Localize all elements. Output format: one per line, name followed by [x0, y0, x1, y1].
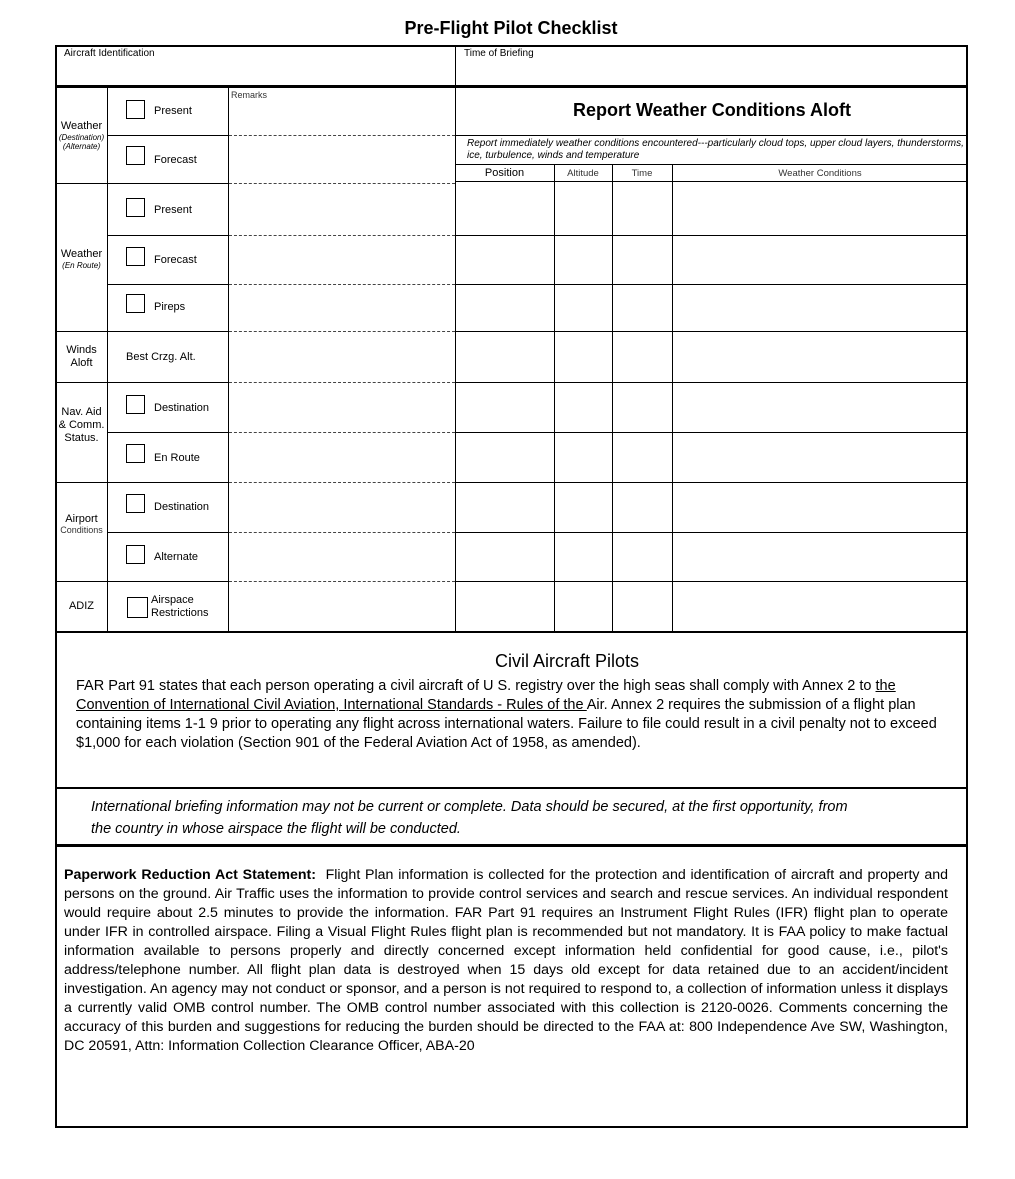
civil-aircraft-text: FAR Part 91 states that each person operating a civil aircraft of U S. registry over the high seas shall comply with Annex 2 to the Convention of International Civil Aviation, International Standards - Rules of the Air. Annex 2 requires the submission of a flight plan containing items 1-1 9 prior to operating any flight across international waters. Failure to file could result in a civil penalty not to exceed $1,000 for each violation (Section 901 of the Federal Aviation Act of 1958, as amended).	[76, 678, 937, 751]
best-cruising-altitude-label: Best Crzg. Alt.	[126, 351, 196, 363]
airport-alternate-label: Alternate	[154, 551, 199, 563]
enroute-forecast-label: Forecast	[154, 254, 197, 266]
time-of-briefing-field[interactable]: Time of Briefing	[464, 48, 534, 59]
paperwork-heading: Paperwork Reduction Act Statement:	[64, 867, 316, 883]
nav-destination-checkbox[interactable]	[126, 395, 145, 414]
international-text: International briefing information may not be current or complete. Data should be secured, at the first opportunity, from the country in whose airspace the flight will be conducted.	[91, 799, 848, 837]
adiz-label: ADIZ	[68, 600, 95, 612]
winds-aloft-label: Winds Aloft	[66, 344, 97, 369]
page-title: Pre-Flight Pilot Checklist	[404, 18, 618, 38]
nav-aid-label: Nav. Aid & Comm. Status.	[58, 406, 105, 444]
nav-enroute-label: En Route	[154, 452, 200, 464]
aircraft-identification-field[interactable]: Aircraft Identification	[64, 48, 155, 59]
enroute-present-label: Present	[154, 204, 192, 216]
pireps-label: Pireps	[154, 301, 186, 313]
remarks-label: Remarks	[231, 90, 268, 100]
altitude-column-header: Altitude	[567, 168, 599, 179]
present-checkbox[interactable]	[126, 100, 145, 119]
enroute-forecast-checkbox[interactable]	[126, 247, 145, 266]
report-weather-heading: Report Weather Conditions Aloft	[573, 100, 851, 120]
time-column-header: Time	[631, 168, 653, 179]
present-label: Present	[154, 105, 192, 117]
position-column-header: Position	[484, 167, 525, 179]
report-instruction: Report immediately weather conditions encountered---particularly cloud tops, upper cloud layers, thunderstorms, ice, turbulence, winds and temperature	[467, 138, 964, 161]
weather-enroute-label: Weather (En Route)	[60, 248, 103, 270]
pireps-checkbox[interactable]	[126, 294, 145, 313]
nav-destination-label: Destination	[154, 402, 210, 414]
weather-destination-label: Weather (Destination) (Alternate)	[58, 120, 105, 151]
weather-conditions-column-header: Weather Conditions	[778, 168, 862, 179]
airspace-restrictions-label: Airspace Restrictions	[151, 594, 209, 619]
forecast-checkbox[interactable]	[126, 146, 145, 165]
airport-destination-checkbox[interactable]	[126, 494, 145, 513]
airspace-restrictions-checkbox[interactable]	[127, 597, 148, 618]
nav-enroute-checkbox[interactable]	[126, 444, 145, 463]
header-divider	[455, 45, 456, 87]
paperwork-text: Paperwork Reduction Act Statement: Flight Plan information is collected for the protection and identification of aircraft and property and persons on the ground. Air Traffic uses the information to provide control services and search and rescue services. An individual respondent would require about 2.5 minutes to provide the information. FAR Part 91 requires an Instrument Flight Rules (IFR) flight plan to operate under IFR in controlled airspace. Filing a Visual Flight Rules flight plan is recommended but not mandatory. It is FAA policy to make factual information available to persons properly and directly concerned except information held confidential for good cause, i.e., pilot's address/telephone number. All flight plan data is destroyed when 15 days old except for data retained due to an accident/incident investigation. An agency may not conduct or sponsor, and a person is not required to respond to, a collection of information unless it displays a currently valid OMB control number. The OMB control number associated with this collection is 2120-0026. Comments concerning the accuracy of this burden and suggestions for reducing the burden should be directed to the FAA at: 800 Independence Ave SW, Washington, DC 20591, Attn: Information Collection Clearance Officer, ABA-20	[64, 867, 948, 1054]
airport-conditions-label: Airport Conditions	[60, 513, 103, 535]
enroute-present-checkbox[interactable]	[126, 198, 145, 217]
forecast-label: Forecast	[154, 154, 197, 166]
civil-aircraft-heading: Civil Aircraft Pilots	[494, 651, 640, 671]
airport-destination-label: Destination	[154, 501, 210, 513]
airport-alternate-checkbox[interactable]	[126, 545, 145, 564]
